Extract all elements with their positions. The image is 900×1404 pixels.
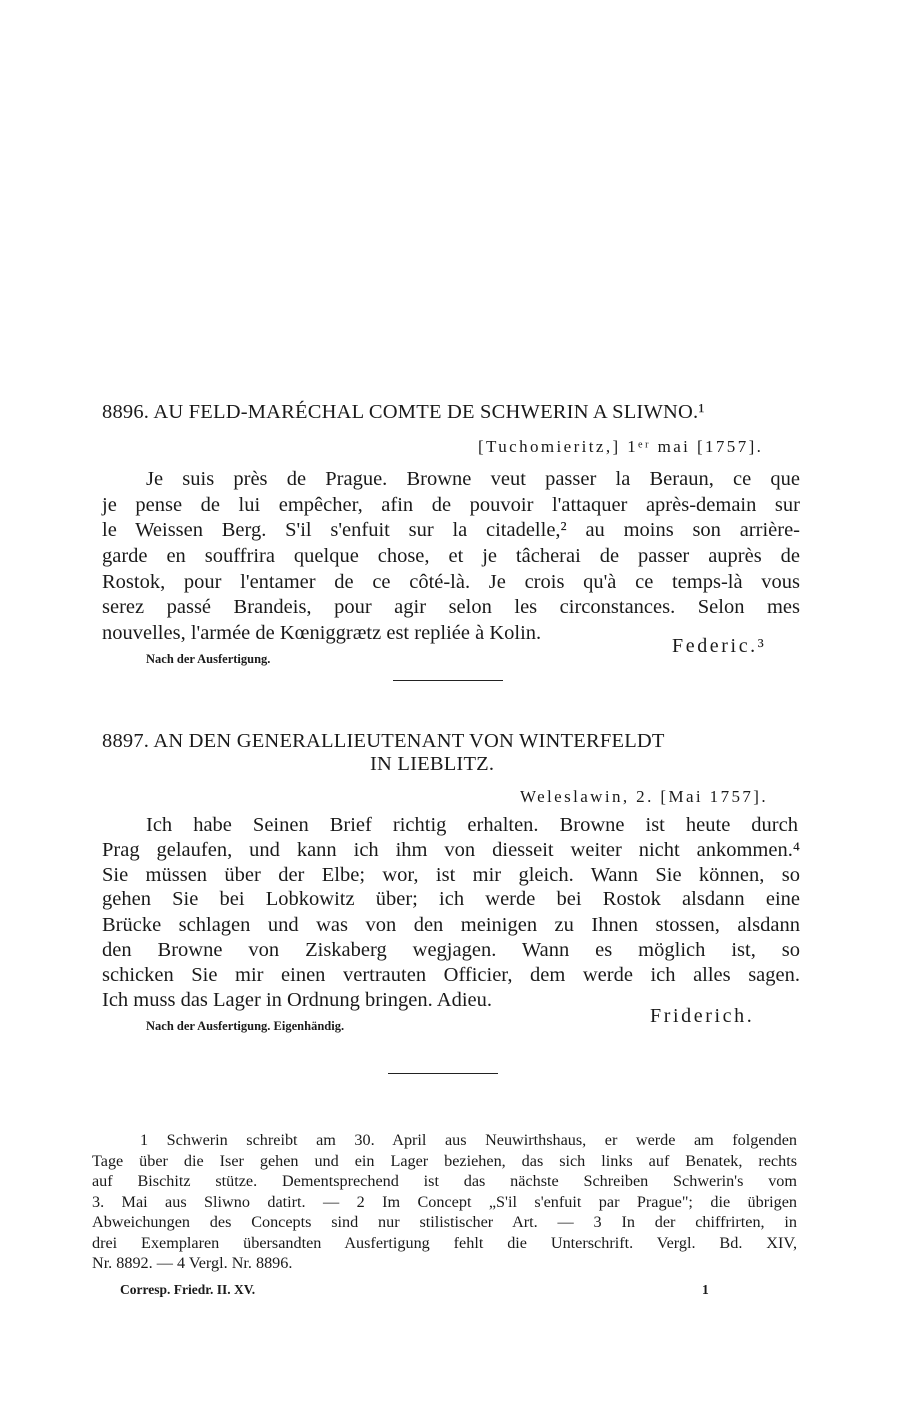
section-divider (388, 1073, 498, 1074)
letter-8897-line: schicken Sie mir einen vertrauten Officier, dem werde ich alles sagen. (102, 964, 800, 986)
letter-8897-line: Ich habe Seinen Brief richtig erhalten. Browne ist heute durch (146, 814, 798, 836)
letter-8896-signature: Federic.³ (672, 635, 767, 657)
letter-8897-source-note: Nach der Ausfertigung. Eigenhändig. (146, 1019, 345, 1033)
letter-8896-line: serez passé Brandeis, pour agir selon les circonstances. Selon mes (102, 596, 800, 618)
letter-8897-line: Brücke schlagen und was von den meinigen zu Ihnen stossen, alsdann (102, 914, 800, 936)
letter-8897-line: Ich muss das Lager in Ordnung bringen. Adieu. (102, 989, 492, 1011)
letter-8897-signature: Friderich. (650, 1005, 755, 1027)
letter-8897-heading-line2: IN LIEBLITZ. (370, 753, 495, 775)
footnote-line: 3. Mai aus Sliwno datirt. — 2 Im Concept „S'il s'enfuit par Prague"; die übrigen (92, 1193, 797, 1211)
letter-8896-line: Rostok, pour l'entamer de ce côté-là. Je crois qu'à ce temps-là vous (102, 571, 800, 593)
footnote-line: Abweichungen des Concepts sind nur stilistischer Art. — 3 In der chiffrirten, in (92, 1213, 797, 1231)
letter-8896-line: nouvelles, l'armée de Kœniggrætz est repliée à Kolin. (102, 622, 542, 644)
letter-8896-line: je pense de lui empêcher, afin de pouvoir l'attaquer après-demain sur (102, 494, 800, 516)
letter-8896-source-note: Nach der Ausfertigung. (146, 652, 271, 666)
letter-8896-line: garde en souffrira quelque chose, et je tâcherai de passer auprès de (102, 545, 800, 567)
letter-8896-place-date (478, 437, 763, 457)
letter-8896-heading: 8896. AU FELD-MARÉCHAL COMTE DE SCHWERIN A SLIWNO.¹ (102, 401, 705, 423)
letter-8897-heading-line1: 8897. AN DEN GENERALLIEUTENANT VON WINTERFELDT (102, 730, 665, 752)
signature-mark: Corresp. Friedr. II. XV. (120, 1282, 256, 1297)
letter-8896-line: le Weissen Berg. S'il s'enfuit sur la citadelle,² au moins son arrière- (102, 519, 800, 541)
letter-8897-line: gehen Sie bei Lobkowitz über; ich werde bei Rostok alsdann eine (102, 888, 800, 910)
footnote-line: Nr. 8892. — 4 Vergl. Nr. 8896. (92, 1254, 293, 1272)
section-divider (393, 680, 503, 681)
footnote-line: auf Bischitz stütze. Dementsprechend ist das nächste Schreiben Schwerin's vom (92, 1172, 797, 1190)
letter-8897-line: den Browne von Ziskaberg wegjagen. Wann es möglich ist, so (102, 939, 800, 961)
letter-8896-line: Je suis près de Prague. Browne veut passer la Beraun, ce que (146, 468, 800, 490)
footnote-line: 1 Schwerin schreibt am 30. April aus Neuwirthshaus, er werde am folgenden (140, 1131, 797, 1149)
letter-8897-place-date (520, 787, 768, 807)
footnote-line: Tage über die Iser gehen und ein Lager beziehen, das sich links auf Benatek, rechts (92, 1152, 797, 1170)
sheet-number: 1 (702, 1282, 709, 1297)
footnote-line: drei Exemplaren übersandten Ausfertigung fehlt die Unterschrift. Vergl. Bd. XIV, (92, 1234, 797, 1252)
letter-8897-line: Sie müssen über der Elbe; wor, ist mir gleich. Wann Sie können, so (102, 864, 800, 886)
letter-8897-line: Prag gelaufen, und kann ich ihm von diesseit weiter nicht ankommen.⁴ (102, 839, 800, 861)
letter-8897-place-date-text: Weleslawin, 2. [Mai 1757]. (520, 787, 768, 806)
letter-8896-place-date-text: [Tuchomieritz,] 1ᵉʳ mai [1757]. (478, 437, 764, 456)
